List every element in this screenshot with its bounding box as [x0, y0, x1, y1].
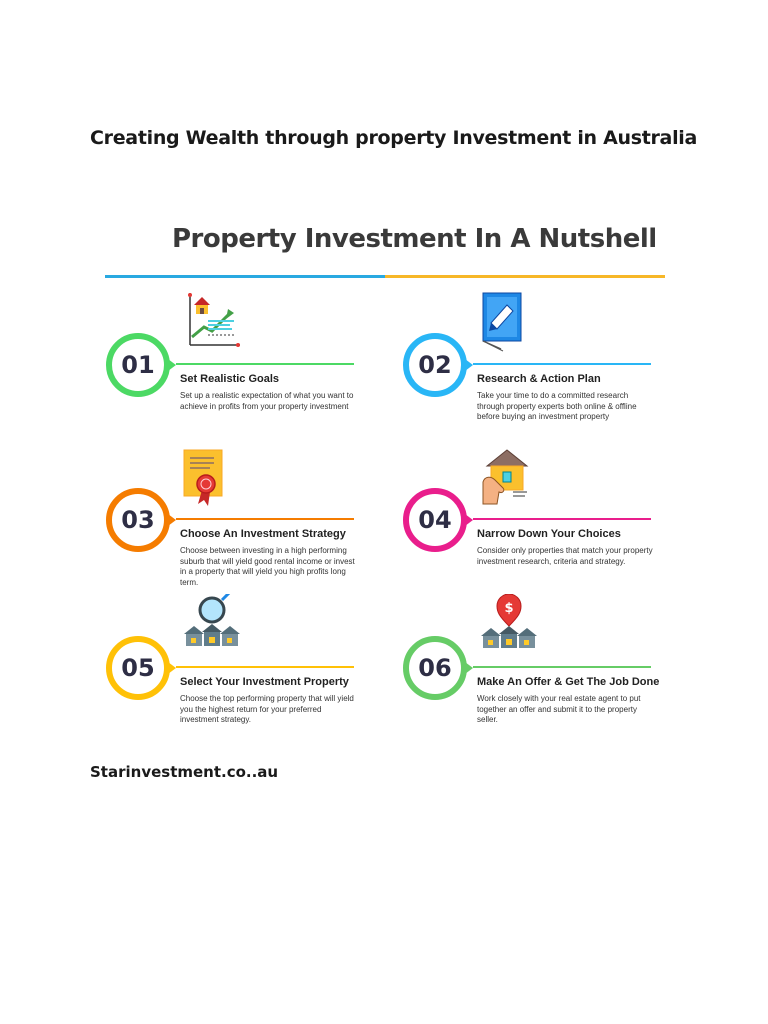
step-pointer: [465, 662, 473, 674]
step-description: Take your time to do a committed research through property experts both online & offline before buying an investment property: [477, 391, 637, 421]
step-line: [473, 666, 651, 668]
document-title: Creating Wealth through property Investment in Australia: [90, 127, 698, 149]
step-number: 05: [106, 636, 170, 700]
step-heading: Narrow Down Your Choices: [477, 528, 621, 540]
hand-house-icon: [479, 446, 535, 508]
step-description: Work closely with your real estate agent to put together an offer and submit it to the property seller.: [477, 694, 641, 724]
certificate-ribbon-icon: [182, 446, 238, 508]
step-number: 01: [106, 333, 170, 397]
step-pointer: [168, 514, 176, 526]
step-06: [403, 601, 663, 776]
step-number: 06: [403, 636, 467, 700]
step-line: [176, 518, 354, 520]
step-pointer: [465, 359, 473, 371]
magnifier-houses-icon: [182, 594, 238, 656]
step-description: Choose the top performing property that will yield you the highest return for your preferred investment strategy.: [180, 694, 354, 724]
step-heading: Select Your Investment Property: [180, 676, 349, 688]
step-pointer: [465, 514, 473, 526]
step-line: [473, 363, 651, 365]
growth-chart-house-icon: [182, 291, 238, 353]
step-pointer: [168, 359, 176, 371]
step-description: Choose between investing in a high performing suburb that will yield good rental income or invest in a property that will yield you high profits long term.: [180, 546, 355, 587]
document-pen-icon: [479, 291, 535, 353]
step-number: 04: [403, 488, 467, 552]
step-heading: Choose An Investment Strategy: [180, 528, 346, 540]
step-number: 03: [106, 488, 170, 552]
step-description: Consider only properties that match your property investment research, criteria and strategy.: [477, 546, 653, 566]
footer-site-name: Starinvestment.co..au: [90, 763, 279, 781]
title-divider: [105, 275, 665, 278]
step-pointer: [168, 662, 176, 674]
step-05: [106, 636, 366, 776]
step-number: 02: [403, 333, 467, 397]
infographic-title: Property Investment In A Nutshell: [172, 224, 657, 254]
step-description: Set up a realistic expectation of what you want to achieve in profits from your property investment: [180, 391, 354, 411]
svg-text:$: $: [504, 601, 514, 616]
step-line: [473, 518, 651, 520]
step-heading: Make An Offer & Get The Job Done: [477, 676, 660, 688]
step-heading: Set Realistic Goals: [180, 373, 280, 385]
step-line: [176, 363, 354, 365]
step-heading: Research & Action Plan: [477, 373, 601, 385]
step-line: [176, 666, 354, 668]
dollar-pin-houses-icon: [479, 594, 535, 656]
